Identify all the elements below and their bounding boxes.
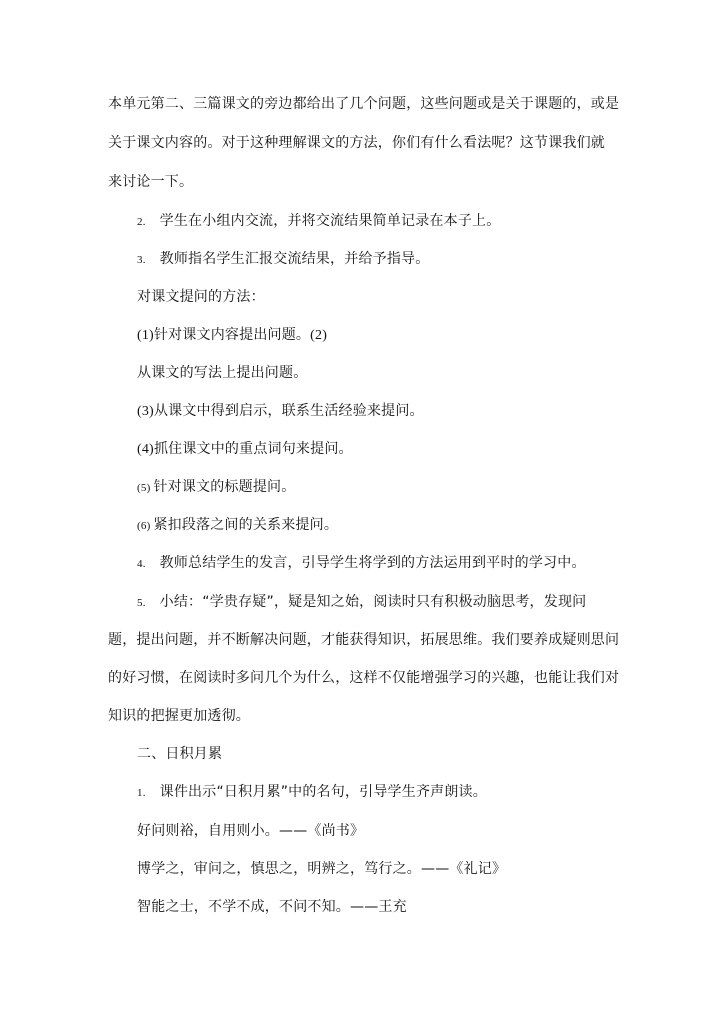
method-text: 针对课文内容提出问题。	[153, 327, 311, 343]
list-item-text: 小结：“学贵存疑”，疑是知之始，阅读时只有积极动脑思考，发现问	[159, 594, 587, 610]
list-number: 1.	[137, 787, 146, 799]
method-5	[137, 478, 295, 497]
list-number: 5.	[137, 597, 146, 609]
method-number: (6)	[137, 520, 151, 532]
method-1	[137, 326, 327, 345]
list-item-2	[137, 212, 500, 231]
method-number: (4)	[137, 442, 154, 457]
method-text: 从课文中得到启示，联系生活经验来提问。	[153, 403, 424, 419]
method-text: 针对课文的标题提问。	[153, 479, 296, 495]
summary-line-2: 题，提出问题，并不断解决问题，才能获得知识，拓展思维。我们要养成疑则思问	[108, 632, 620, 648]
section-2-item-1	[137, 783, 487, 802]
methods-title: 对课文提问的方法：	[137, 289, 265, 305]
summary-line-3: 的好习惯，在阅读时多问几个为什么，这样不仅能增强学习的兴趣，也能让我们对	[108, 670, 620, 686]
quote-3: 智能之士，不学不成，不问不知。——王充	[137, 899, 407, 915]
method-number: (1)	[137, 328, 154, 343]
method-text: 紧扣段落之间的关系来提问。	[153, 517, 339, 533]
method-number: (5)	[137, 482, 151, 494]
quote-2: 博学之，审问之，慎思之，明辨之，笃行之。——《礼记》	[137, 861, 507, 877]
method-6	[137, 516, 338, 535]
intro-paragraph-line-2: 关于课文内容的。对于这种理解课文的方法，你们有什么看法呢？这节课我们就	[108, 135, 605, 151]
method-text: 抓住课文中的重点词句来提问。	[153, 441, 353, 457]
list-number: 2.	[137, 216, 146, 228]
method-number: (3)	[137, 404, 154, 419]
method-4	[137, 440, 353, 459]
list-item-text: 学生在小组内交流，并将交流结果简单记录在本子上。	[159, 213, 501, 229]
list-item-5	[137, 593, 586, 612]
list-item-text: 课件出示“日积月累”中的名句，引导学生齐声朗读。	[159, 784, 487, 800]
list-item-text: 教师总结学生的发言，引导学生将学到的方法运用到平时的学习中。	[159, 555, 586, 571]
summary-line-4: 知识的把握更加透彻。	[108, 708, 250, 724]
list-item-text: 教师指名学生汇报交流结果，并给予指导。	[159, 251, 430, 267]
list-number: 4.	[137, 558, 146, 570]
method-number: (2)	[310, 328, 328, 343]
intro-paragraph-line-1: 本单元第二、三篇课文的旁边都给出了几个问题，这些问题或是关于课题的，或是	[108, 96, 620, 112]
method-2-text: 从课文的写法上提出问题。	[137, 365, 308, 381]
method-3	[137, 402, 424, 421]
list-item-4	[137, 554, 586, 573]
list-number: 3.	[137, 254, 146, 266]
list-item-3	[137, 250, 429, 269]
quote-1: 好问则裕，自用则小。——《尚书》	[137, 823, 365, 839]
section-2-title: 二、日积月累	[137, 746, 223, 762]
intro-paragraph-line-3: 来讨论一下。	[108, 174, 194, 190]
